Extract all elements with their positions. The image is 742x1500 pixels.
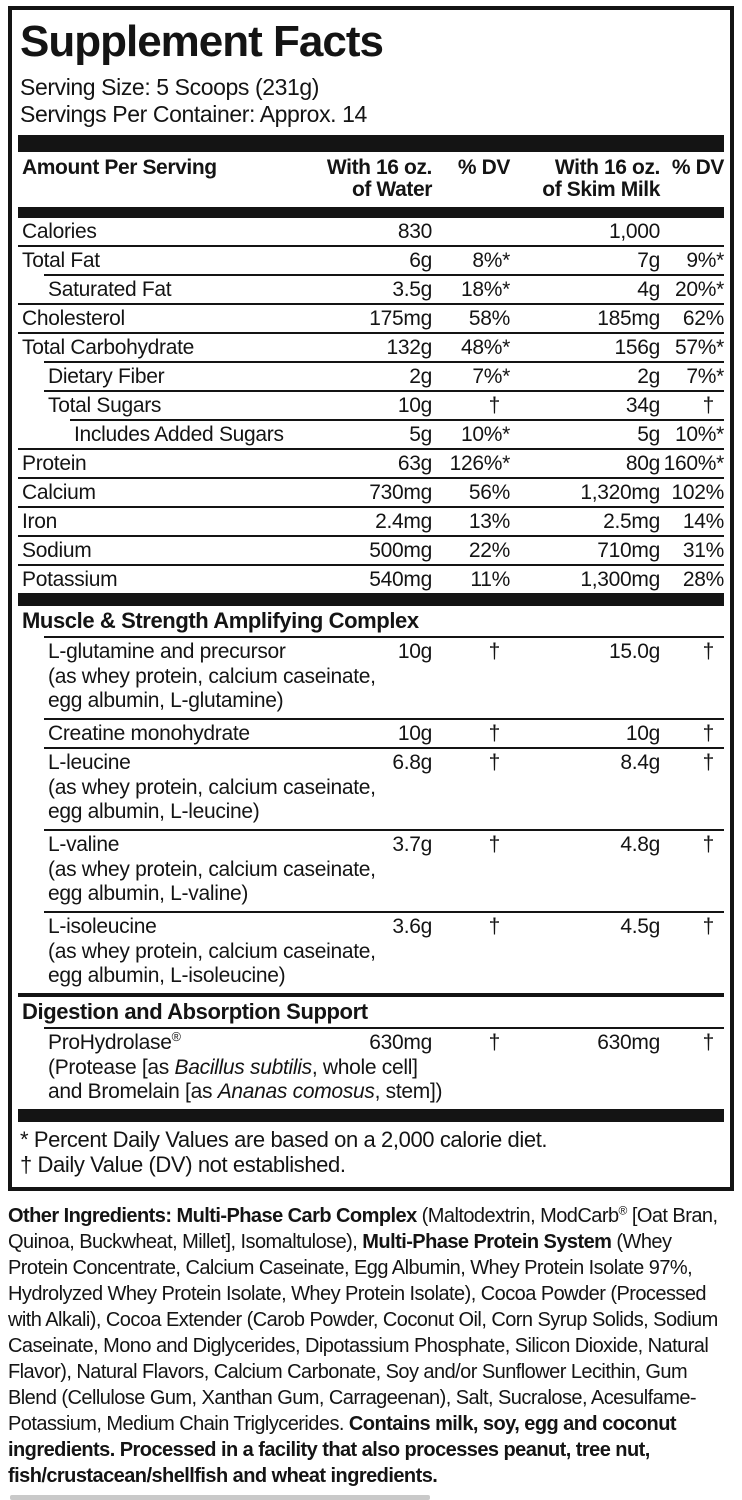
- value-water-amount: 10g: [397, 722, 432, 745]
- row-values: [18, 334, 724, 361]
- facts-table-body: [18, 218, 724, 1122]
- nutrient-label: L-valine: [48, 833, 120, 856]
- row-values: [18, 913, 724, 940]
- table-row: [18, 274, 724, 303]
- servings-per-container: Servings Per Container: Approx. 14: [20, 101, 367, 127]
- section-divider-bar: [18, 1109, 724, 1122]
- value-milk-amount: 4g: [637, 278, 660, 301]
- nutrient-label: Total Sugars: [48, 394, 162, 417]
- value-water-dv: †: [488, 751, 500, 774]
- value-water-dv: †: [488, 394, 500, 417]
- value-milk-dv: 28%: [682, 568, 724, 591]
- row-values: [18, 831, 724, 858]
- sub-description-line: (as whey protein, calcium caseinate,: [48, 940, 376, 963]
- row-values: [18, 276, 724, 303]
- nutrient-label: Calories: [22, 220, 97, 243]
- value-water-amount: 63g: [397, 452, 432, 475]
- value-milk-amount: 2g: [637, 365, 660, 388]
- value-milk-amount: 15.0g: [608, 640, 660, 663]
- value-water-amount: 10g: [397, 394, 432, 417]
- nutrient-label: Saturated Fat: [48, 278, 172, 301]
- value-milk-amount: 1,320mg: [580, 481, 660, 504]
- value-milk-amount: 710mg: [597, 539, 660, 562]
- footnote-percent-dv: * Percent Daily Values are based on a 2,000 calorie diet.: [20, 1127, 548, 1152]
- value-milk-amount: 4.5g: [620, 915, 660, 938]
- value-water-amount: 5g: [409, 423, 432, 446]
- table-row: [18, 332, 724, 361]
- value-water-amount: 500mg: [369, 539, 432, 562]
- value-water-dv: †: [488, 722, 500, 745]
- value-water-dv: 13%: [468, 510, 510, 533]
- nutrient-label: Cholesterol: [22, 307, 125, 330]
- table-row: [18, 506, 724, 535]
- value-water-dv: 8%*: [472, 249, 510, 272]
- value-water-amount: 630mg: [369, 1031, 432, 1054]
- column-header-water-line2: of Water: [351, 178, 432, 201]
- value-water-amount: 6g: [409, 249, 432, 272]
- column-header-milk: [510, 157, 660, 201]
- serving-size: Serving Size: 5 Scoops (231g): [20, 74, 320, 100]
- value-water-dv: 18%*: [460, 278, 510, 301]
- value-water-dv: †: [488, 915, 500, 938]
- value-milk-dv: †: [702, 915, 714, 938]
- row-values: [18, 508, 724, 535]
- value-milk-amount: 1,300mg: [580, 568, 660, 591]
- row-values: [18, 566, 724, 593]
- value-water-dv: 11%: [470, 568, 510, 591]
- nutrient-label: L-glutamine and precursor: [48, 640, 286, 663]
- value-milk-dv: †: [702, 394, 714, 417]
- table-row: [18, 747, 724, 829]
- value-milk-dv: †: [702, 1031, 714, 1054]
- nutrient-label: ProHydrolase®: [48, 1030, 181, 1054]
- column-header-water: [322, 157, 432, 201]
- header-divider-bar-bottom: [18, 207, 724, 218]
- value-milk-dv: 57%*: [674, 336, 724, 359]
- sub-description-line: (as whey protein, calcium caseinate,: [48, 858, 376, 881]
- value-water-dv: †: [488, 1031, 500, 1054]
- column-header-milk-dv: % DV: [671, 156, 724, 179]
- value-milk-dv: 9%*: [686, 249, 724, 272]
- value-water-dv: 56%: [468, 481, 510, 504]
- row-values: [18, 638, 724, 665]
- table-row: [18, 245, 724, 274]
- nutrient-sub-description: [18, 665, 724, 718]
- table-row: [18, 361, 724, 390]
- nutrient-label: L-isoleucine: [48, 915, 157, 938]
- table-row: [18, 419, 724, 448]
- value-water-dv: 22%: [468, 539, 510, 562]
- value-water-dv: †: [488, 640, 500, 663]
- value-milk-dv: 20%*: [674, 278, 724, 301]
- value-water-dv: 10%*: [460, 423, 510, 446]
- value-milk-amount: 34g: [625, 394, 660, 417]
- value-water-amount: 132g: [386, 336, 432, 359]
- table-row: [18, 911, 724, 993]
- value-milk-dv: 62%: [682, 307, 724, 330]
- value-milk-amount: 2.5mg: [603, 510, 660, 533]
- sub-description-line: (Protease [as Bacillus subtilis, whole cell]: [48, 1056, 418, 1079]
- nutrient-label: Sodium: [22, 539, 92, 562]
- table-row: [18, 390, 724, 419]
- column-header-water-dv: % DV: [457, 156, 510, 179]
- value-milk-dv: 7%*: [686, 365, 724, 388]
- nutrient-label: Total Fat: [22, 249, 100, 272]
- table-row: [18, 636, 724, 718]
- value-water-amount: 2.4mg: [375, 510, 432, 533]
- sub-description-line: egg albumin, L-valine): [48, 882, 249, 905]
- value-water-amount: 3.5g: [392, 278, 432, 301]
- value-milk-dv: 160%*: [663, 452, 724, 475]
- nutrient-sub-description: [18, 940, 724, 993]
- column-header-amount-per-serving: Amount Per Serving: [22, 156, 217, 179]
- value-water-amount: 6.8g: [392, 751, 432, 774]
- nutrient-label: Potassium: [22, 568, 118, 591]
- value-milk-amount: 5g: [637, 423, 660, 446]
- value-milk-amount: 80g: [625, 452, 660, 475]
- sub-description-line: egg albumin, L-glutamine): [48, 689, 284, 712]
- table-row: [18, 1027, 724, 1109]
- table-row: [18, 535, 724, 564]
- table-row: [18, 829, 724, 911]
- value-water-dv: 48%*: [460, 336, 510, 359]
- section-header: Muscle & Strength Amplifying Complex: [22, 608, 419, 633]
- value-milk-dv: †: [702, 640, 714, 663]
- value-milk-dv: 31%: [682, 539, 724, 562]
- value-milk-amount: 7g: [637, 249, 660, 272]
- value-water-dv: 7%*: [472, 365, 510, 388]
- value-water-dv: †: [488, 833, 500, 856]
- value-milk-amount: 4.8g: [620, 833, 660, 856]
- value-water-amount: 830: [397, 220, 432, 243]
- other-ingredients-paragraph: Other Ingredients: Multi-Phase Carb Complex (Maltodextrin, ModCarb® [Oat Bran, Quinoa, Buckwheat, Millet], Isomaltulose), Multi-Phase Protein System (Whey Protein Concentrate, Calcium Caseinate, Egg Albumin, Whey Protein Isolate 97%, Hydrolyzed Whey Protein Isolate, Whey Protein Isolate), Cocoa Powder (Processed with Alkali), Cocoa Extender (Carob Powder, Coconut Oil, Corn Syrup Solids, Sodium Caseinate, Mono and Diglycerides, Dipotassium Phosphate, Silicon Dioxide, Natural Flavor), Natural Flavors, Calcium Carbonate, Soy and/or Sunflower Lecithin, Gum Blend (Cellulose Gum, Xanthan Gum, Carrageenan), Salt, Sucralose, Acesulfame-Potassium, Medium Chain Triglycerides. Contains milk, soy, egg and coconut ingredients. Processed in a facility that also processes peanut, tree nut, fish/crustacean/shellfish and wheat ingredients.: [8, 1203, 718, 1487]
- row-values: [18, 1029, 724, 1056]
- nutrient-label: Iron: [22, 510, 57, 533]
- row-values: [18, 363, 724, 390]
- sub-description-line: egg albumin, L-isoleucine): [48, 964, 286, 987]
- value-milk-dv: †: [702, 833, 714, 856]
- row-values: [18, 247, 724, 274]
- value-water-amount: 2g: [409, 365, 432, 388]
- value-water-amount: 3.6g: [392, 915, 432, 938]
- value-milk-dv: 14%: [682, 510, 724, 533]
- nutrient-label: Calcium: [22, 481, 96, 504]
- column-header-milk-line2: of Skim Milk: [542, 178, 660, 201]
- nutrient-label: Includes Added Sugars: [74, 423, 284, 446]
- value-milk-dv: 102%: [671, 481, 724, 504]
- row-values: [18, 392, 724, 419]
- column-header-milk-line1: With 16 oz.: [554, 156, 660, 179]
- section-divider-bar: [18, 593, 724, 606]
- value-milk-amount: 10g: [625, 722, 660, 745]
- column-header-water-line1: With 16 oz.: [326, 156, 432, 179]
- value-water-amount: 3.7g: [392, 833, 432, 856]
- panel-title: Supplement Facts: [20, 17, 383, 66]
- table-row: [18, 564, 724, 593]
- footnote-dagger: † Daily Value (DV) not established.: [20, 1152, 346, 1177]
- table-row: [18, 477, 724, 506]
- sub-description-line: and Bromelain [as Ananas comosus, stem]): [48, 1080, 443, 1103]
- value-water-amount: 175mg: [369, 307, 432, 330]
- nutrient-label: Total Carbohydrate: [22, 336, 195, 359]
- value-milk-dv: †: [702, 722, 714, 745]
- value-milk-amount: 8.4g: [620, 751, 660, 774]
- row-values: [18, 421, 724, 448]
- row-values: [18, 305, 724, 332]
- value-milk-amount: 156g: [614, 336, 660, 359]
- nutrient-sub-description: [18, 1056, 724, 1109]
- row-values: [18, 218, 724, 245]
- value-water-amount: 540mg: [369, 568, 432, 591]
- value-water-amount: 730mg: [369, 481, 432, 504]
- supplement-facts-panel: [8, 6, 734, 1191]
- sub-description-line: (as whey protein, calcium caseinate,: [48, 776, 376, 799]
- section-header: Digestion and Absorption Support: [22, 999, 368, 1024]
- table-row: [18, 303, 724, 332]
- value-water-dv: 126%*: [449, 452, 510, 475]
- footnotes: [18, 1122, 724, 1179]
- table-row: [18, 448, 724, 477]
- nutrient-label: L-leucine: [48, 751, 131, 774]
- table-row: [18, 218, 724, 245]
- row-values: [18, 450, 724, 477]
- nutrient-sub-description: [18, 776, 724, 829]
- value-milk-amount: 1,000: [608, 220, 660, 243]
- header-divider-bar-top: [18, 135, 724, 152]
- nutrient-label: Dietary Fiber: [48, 365, 165, 388]
- sub-description-line: (as whey protein, calcium caseinate,: [48, 665, 376, 688]
- value-milk-dv: †: [702, 751, 714, 774]
- nutrient-label: Protein: [22, 452, 87, 475]
- table-header: [18, 152, 724, 207]
- value-milk-amount: 630mg: [597, 1031, 660, 1054]
- row-values: [18, 749, 724, 776]
- nutrient-label: Creatine monohydrate: [48, 722, 250, 745]
- value-milk-dv: 10%*: [674, 423, 724, 446]
- table-row: [18, 718, 724, 747]
- row-values: [18, 537, 724, 564]
- value-milk-amount: 185mg: [597, 307, 660, 330]
- row-values: [18, 720, 724, 747]
- nutrient-sub-description: [18, 858, 724, 911]
- supplement-label-page: [0, 6, 742, 1500]
- row-values: [18, 479, 724, 506]
- value-water-dv: 58%: [468, 307, 510, 330]
- value-water-amount: 10g: [397, 640, 432, 663]
- cropped-text-artifact: [10, 1495, 430, 1500]
- sub-description-line: egg albumin, L-leucine): [48, 800, 260, 823]
